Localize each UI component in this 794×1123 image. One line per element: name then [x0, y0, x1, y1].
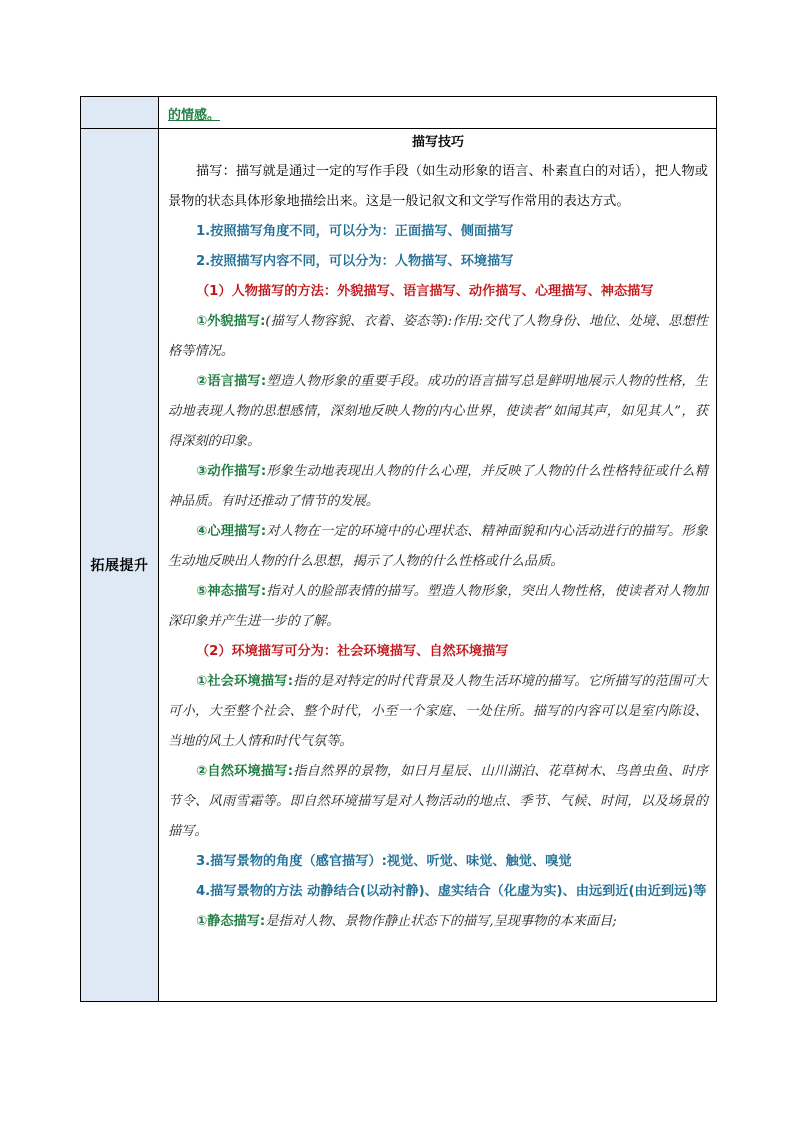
item-text: 塑造人物形象的重要手段。成功的语言描写总是鲜明地展示人物的性格，生动地表现人物的思想感情，深刻地反映人物的内心世界，使读者“如闻其声，如见其人”，获得深刻的印象。 [168, 374, 708, 449]
person-item-psychology [168, 517, 708, 577]
subheading-environment: （2）环境描写可分为：社会环境描写、自然环境描写 [196, 644, 509, 659]
person-item-appearance [168, 307, 708, 367]
env-item-social [168, 667, 708, 757]
heading-angle: 1.按照描写角度不同，可以分为：正面描写、侧面描写 [196, 224, 514, 239]
side-cell-extension [81, 129, 159, 1001]
section-title: 描写技巧 [411, 135, 464, 150]
item-text: 指自然界的景物，如日月星辰、山川湖泊、花草树木、鸟兽虫鱼、时序节令、风雨雪霜等。即自然环境描写是对人物活动的地点、季节、气候、时间，以及场景的描写。 [168, 764, 708, 839]
subheading-person: （1）人物描写的方法：外貌描写、语言描写、动作描写、心理描写、神态描写 [196, 284, 654, 299]
item-text: 指的是对特定的时代背景及人物生活环境的描写。它所描写的范围可大可小，大至整个社会、整个时代，小至一个家庭、一处住所。描写的内容可以是室内陈设、当地的风土人情和时代气氛等。 [168, 674, 708, 749]
item-label: ②自然环境描写: [196, 764, 293, 779]
heading-methods: 4.描写景物的方法 动静结合(以动衬静)、虚实结合（化虚为实)、由远到近(由近到远)等 [196, 884, 707, 899]
continuation-text: 的情感。 [168, 108, 221, 123]
item-label: ④心理描写: [196, 524, 267, 539]
env-item-natural [168, 757, 708, 847]
item-label: ⑤神态描写: [196, 584, 267, 599]
item-label: ①外貌描写: [196, 314, 266, 329]
item-text: 是指对人物、景物作静止状态下的描写,呈现事物的本来面目; [265, 914, 617, 929]
heading-content: 2.按照描写内容不同，可以分为：人物描写、环境描写 [196, 254, 514, 269]
item-text: 形象生动地表现出人物的什么心理，并反映了人物的什么性格特征或什么精神品质。有时还推动了情节的发展。 [168, 464, 708, 509]
item-text: 指对人的脸部表情的描写。塑造人物形象，突出人物性格，使读者对人物加深印象并产生进一步的了解。 [168, 584, 708, 629]
content-cell-continuation [160, 97, 716, 128]
intro-paragraph: 描写：描写就是通过一定的写作手段（如生动形象的语言、朴素直白的对话），把人物或景物的状态具体形象地描绘出来。这是一般记叙文和文学写作常用的表达方式。 [168, 164, 708, 209]
heading-senses: 3.描写景物的角度（感官描写）:视觉、听觉、味觉、触觉、嗅觉 [196, 854, 572, 869]
item-label: ②语言描写: [196, 374, 267, 389]
content-table [80, 96, 717, 1002]
side-label: 拓展提升 [90, 558, 149, 574]
item-label: ③动作描写: [196, 464, 267, 479]
person-item-expression [168, 577, 708, 637]
item-text: 对人物在一定的环境中的心理状态、精神面貌和内心活动进行的描写。形象生动地反映出人物的什么思想，揭示了人物的什么性格或什么品质。 [168, 524, 708, 569]
item-text: (描写人物容貌、衣着、姿态等):作用:交代了人物身份、地位、处境、思想性格等情况。 [168, 314, 708, 359]
side-cell-empty [81, 97, 159, 128]
person-item-language [168, 367, 708, 457]
table-row-continuation [81, 97, 716, 129]
person-item-action [168, 457, 708, 517]
item-label: ①静态描写: [196, 914, 266, 929]
item-label: ①社会环境描写: [196, 674, 293, 689]
method-item-static [168, 907, 708, 937]
content-cell-techniques [160, 129, 716, 1001]
content-body [168, 129, 708, 937]
